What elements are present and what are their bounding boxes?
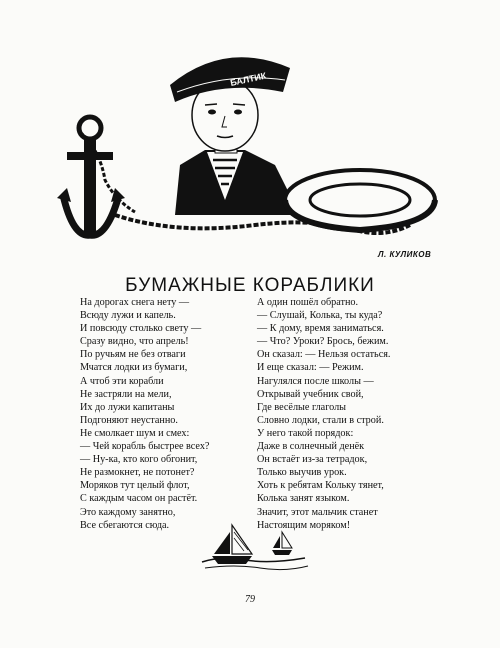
poem-line: — Ну-ка, кто кого обгонит, xyxy=(80,454,198,466)
sailor-boy xyxy=(170,57,300,215)
poem-line: И повсюду столько свету — xyxy=(80,323,202,335)
poem-line: А чтоб эти корабли xyxy=(80,375,164,387)
sailboat-icon xyxy=(212,525,252,564)
poem-line: Только выучив урок. xyxy=(257,467,347,479)
page-number: 79 xyxy=(245,594,255,605)
poem-line: На дорогах снега нету — xyxy=(80,297,190,308)
poem-line: И еще сказал: — Режим. xyxy=(257,362,364,374)
poem-line: Моряков тут целый флот, xyxy=(80,480,190,492)
poem-line: С каждым часом он растёт. xyxy=(80,493,198,505)
poem-line: Настоящим моряком! xyxy=(257,519,351,531)
poem-line: — Что? Уроки? Брось, бежим. xyxy=(257,336,389,348)
paper-boats-illustration xyxy=(200,520,310,575)
poem-line: Даже в солнечный денёк xyxy=(257,441,365,453)
poem-line: — Чей корабль быстрее всех? xyxy=(80,441,210,453)
poem-line: Подгоняют неустанно. xyxy=(80,414,178,426)
poem-line: Открывай учебник свой, xyxy=(257,388,364,400)
poem-line: — К дому, время заниматься. xyxy=(257,323,384,335)
poem-line: Все сбегаются сюда. xyxy=(80,519,170,531)
poem-line: Он встаёт из-за тетрадок, xyxy=(257,454,368,466)
poem-column-left xyxy=(80,296,255,532)
life-buoy-icon xyxy=(285,170,435,230)
poem-column-right xyxy=(257,296,427,532)
poem-line: Словно лодки, стали в строй. xyxy=(257,414,384,426)
poem-line: У него такой порядок: xyxy=(257,427,354,439)
poem-line: Не смолкает шум и смех: xyxy=(80,427,190,439)
poem-line: Нагулялся после школы — xyxy=(257,375,374,387)
poem-line: Мчатся лодки из бумаги, xyxy=(80,362,188,374)
author-name: Л. КУЛИКОВ xyxy=(378,250,432,259)
poem-line: Он сказал: — Нельзя остаться. xyxy=(257,349,391,361)
poem-line: Где весёлые глаголы xyxy=(257,401,347,413)
poem-line: По ручьям не без отваги xyxy=(80,349,186,361)
poem-line: Сразу видно, что апрель! xyxy=(80,336,189,348)
sailor-boy-illustration xyxy=(55,40,445,240)
poem-line: Значит, этот мальчик станет xyxy=(257,506,378,518)
poem-line: Это каждому занятно, xyxy=(80,506,176,518)
poem-line: Их до лужи капитаны xyxy=(80,401,175,413)
poem-line: А один пошёл обратно. xyxy=(257,297,359,308)
poem-line: Всюду лужи и капель. xyxy=(80,310,176,322)
poem-line: Не размокнет, не потонет? xyxy=(80,467,195,479)
poem-line: Колька занят языком. xyxy=(257,493,350,505)
poem-line: — Слушай, Колька, ты куда? xyxy=(257,310,383,322)
poem-title: БУМАЖНЫЕ КОРАБЛИКИ xyxy=(125,274,375,296)
poem-line: Не застряли на мели, xyxy=(80,388,172,400)
poem-line: Хоть к ребятам Кольку тянет, xyxy=(257,480,384,492)
sailboat-icon xyxy=(272,532,292,555)
cap-band-text: БАЛТИК xyxy=(229,70,268,88)
